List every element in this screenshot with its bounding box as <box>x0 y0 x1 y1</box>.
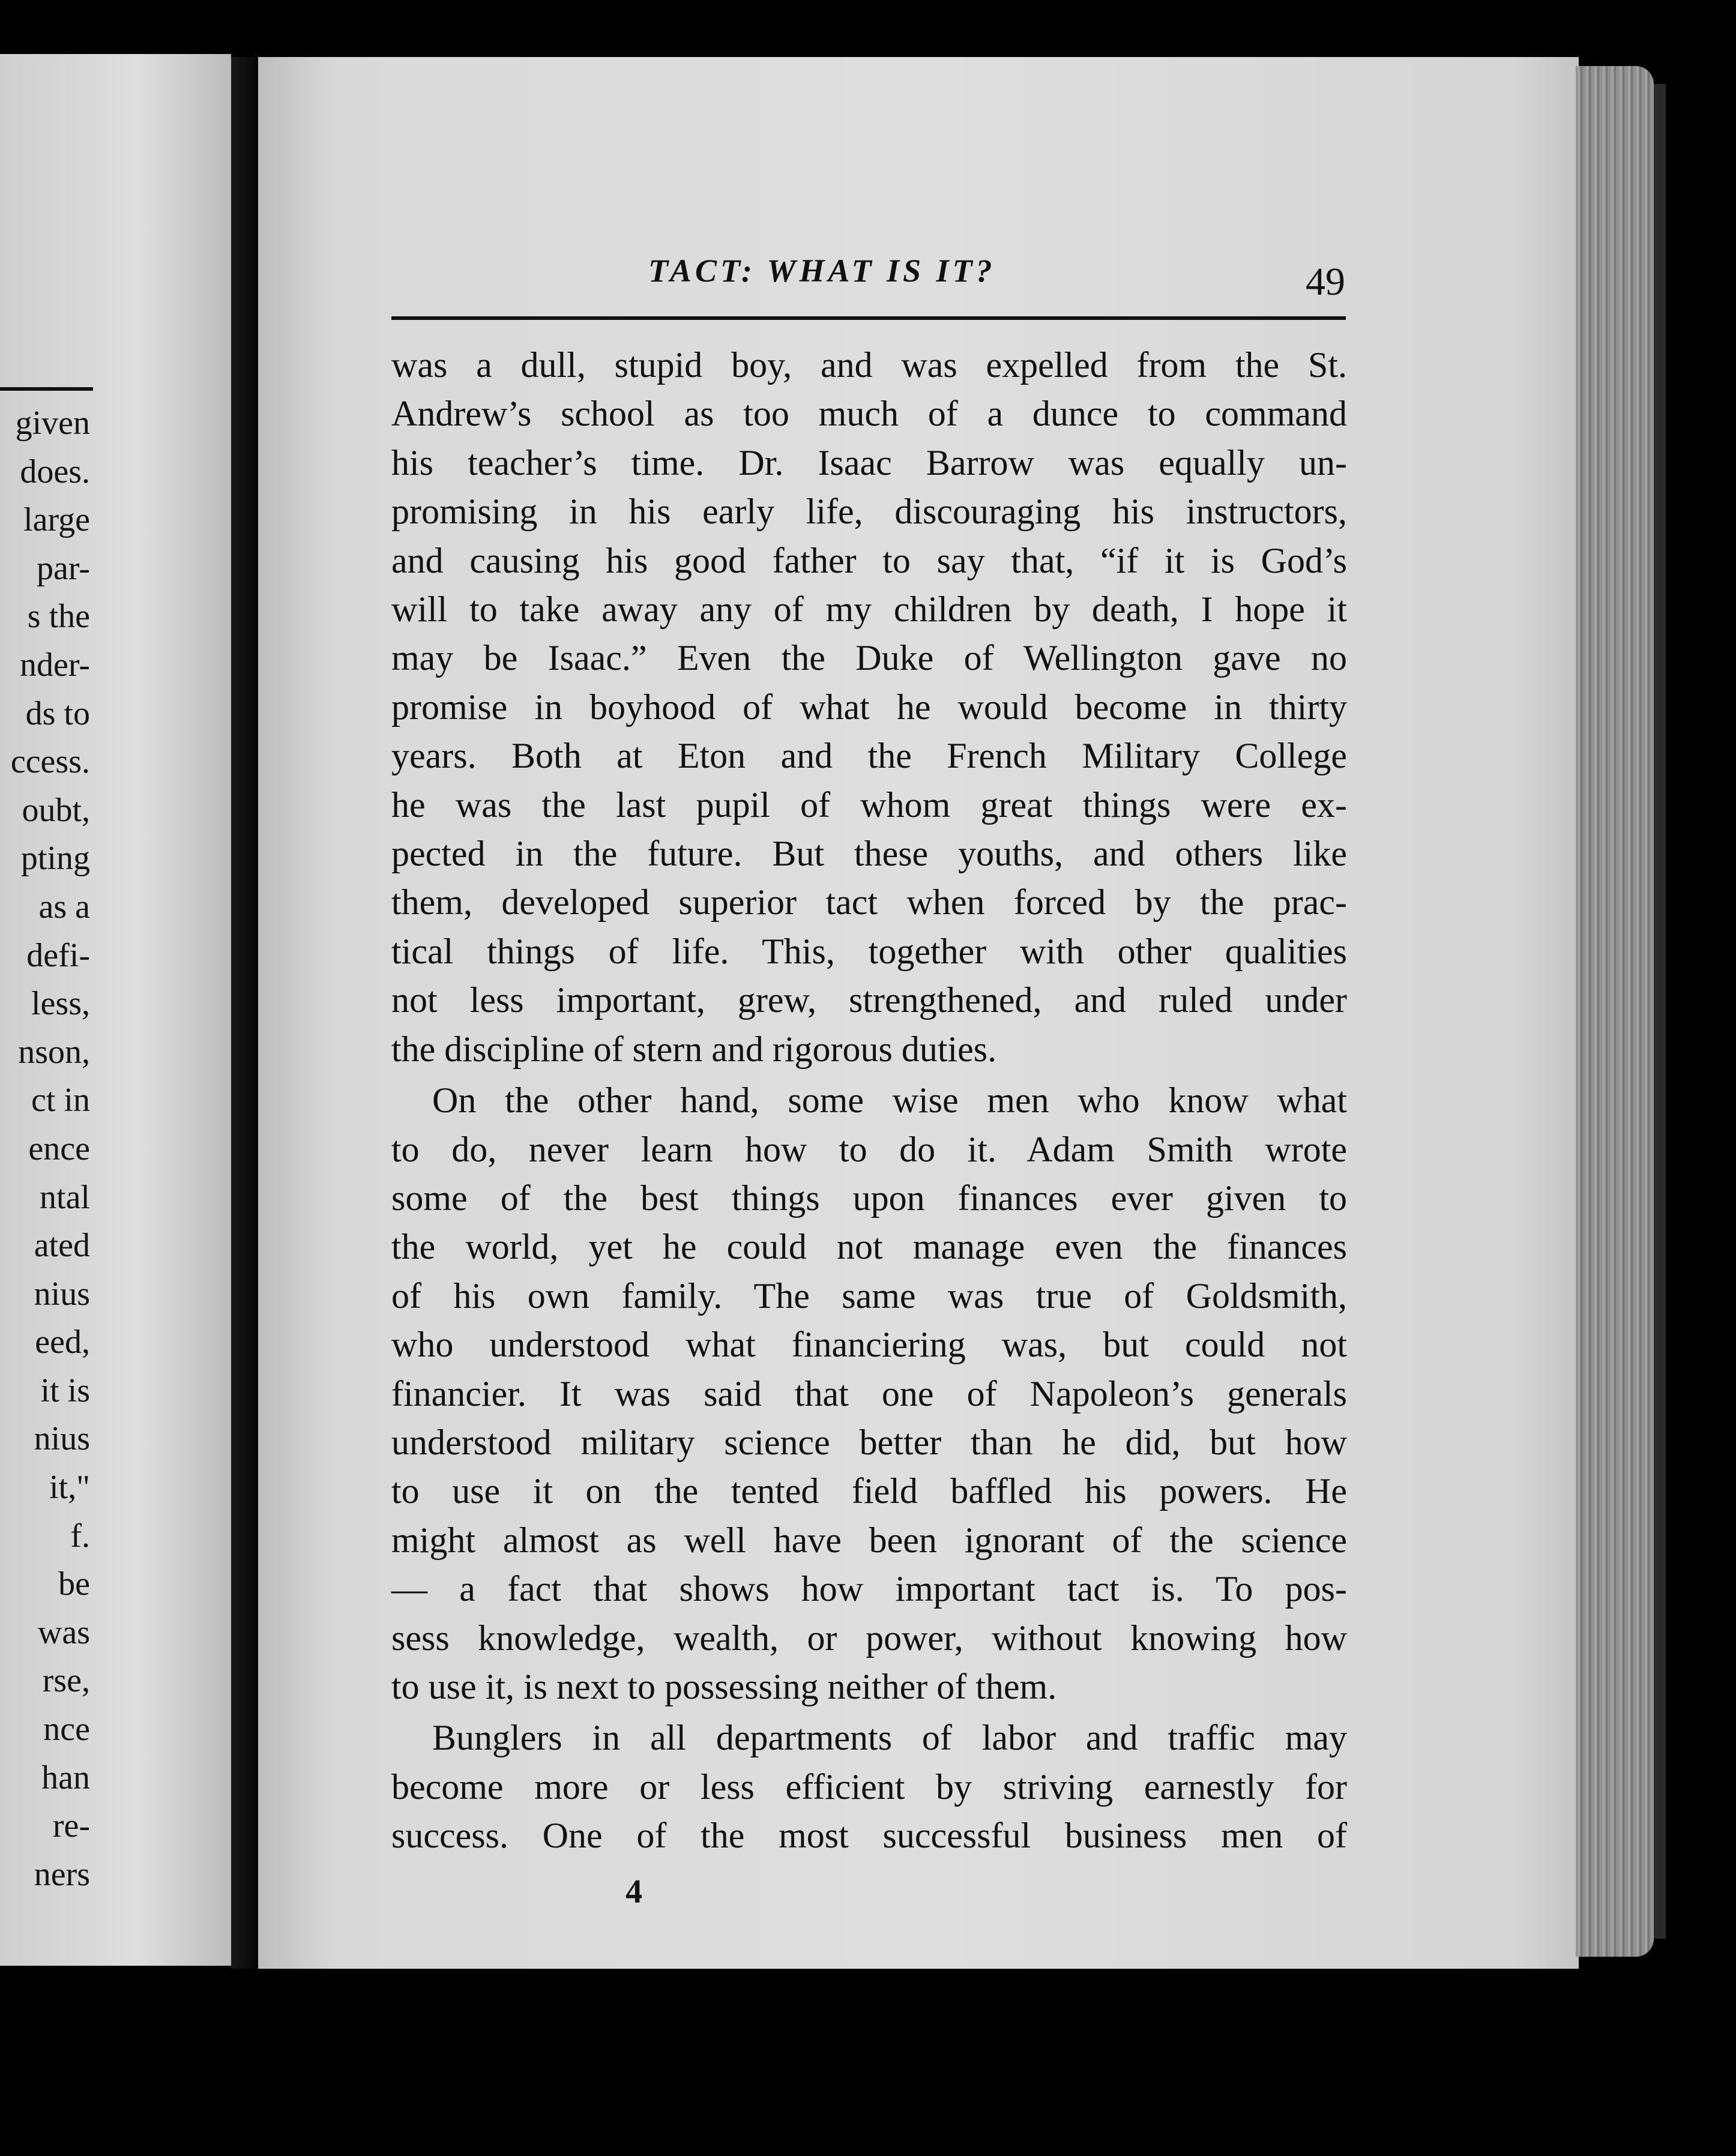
facing-page-line: par- <box>36 549 90 587</box>
text-line: some of the best things upon finances ever given to <box>391 1178 1347 1218</box>
facing-page-line: ds to <box>25 694 90 732</box>
text-line: sess knowledge, wealth, or power, without knowing how <box>391 1618 1347 1658</box>
text-line: to do, never learn how to do it. Adam Smith wrote <box>391 1129 1347 1169</box>
facing-page-line: ccess. <box>10 743 90 781</box>
text-line: tical things of life. This, together with other qualities <box>391 931 1347 971</box>
facing-page-line: f. <box>70 1517 90 1555</box>
text-line: pected in the future. But these youths, and others like <box>391 834 1347 874</box>
text-line: of his own family. The same was true of Goldsmith, <box>391 1275 1347 1316</box>
facing-page-line: re- <box>52 1807 90 1845</box>
facing-page-line: given <box>15 405 90 442</box>
facing-page-line: nius <box>34 1420 90 1458</box>
facing-page-line: ence <box>28 1130 90 1167</box>
facing-page-line: it," <box>49 1469 90 1507</box>
facing-page-line: ntal <box>40 1178 90 1216</box>
facing-page-line: be <box>58 1565 90 1603</box>
facing-page-line: nce <box>43 1711 90 1748</box>
facing-page-line: as a <box>38 888 90 926</box>
text-line: and causing his good father to say that, “if it is God’s <box>391 540 1347 580</box>
text-line: Bunglers in all departments of labor and traffic may <box>432 1718 1347 1758</box>
facing-page-line: nder- <box>19 646 90 684</box>
facing-page-line: s the <box>27 598 90 636</box>
running-head: TACT: WHAT IS IT? <box>648 253 996 289</box>
text-line: not less important, grew, strengthened, and ruled under <box>391 980 1347 1020</box>
text-line: may be Isaac.” Even the Duke of Wellington gave no <box>391 638 1347 678</box>
facing-page-line: it is <box>40 1372 90 1409</box>
facing-page-line: nson, <box>18 1033 90 1071</box>
facing-page-line: eed, <box>35 1323 90 1361</box>
text-line: — a fact that shows how important tact is. To pos- <box>391 1569 1347 1609</box>
facing-page-line: han <box>41 1759 90 1796</box>
text-line: he was the last pupil of whom great things were ex- <box>391 784 1347 825</box>
header-rule <box>391 316 1346 320</box>
text-line: financier. It was said that one of Napoleon’s generals <box>391 1373 1347 1414</box>
facing-page-line: pting <box>20 840 90 878</box>
text-line: become more or less efficient by striving earnestly for <box>391 1766 1347 1807</box>
facing-page-line: oubt, <box>22 791 90 829</box>
text-line: understood military science better than he did, but how <box>391 1422 1347 1462</box>
facing-page-line: was <box>37 1613 90 1651</box>
facing-page-line: ct in <box>31 1082 90 1119</box>
text-line: the discipline of stern and rigorous duties. <box>391 1029 997 1069</box>
facing-page-line: less, <box>31 985 90 1023</box>
facing-page-line: large <box>23 501 90 539</box>
text-line: who understood what financiering was, but could not <box>391 1325 1347 1365</box>
signature-mark: 4 <box>625 1873 642 1911</box>
text-line: promising in his early life, discouraging his instructors, <box>391 492 1347 532</box>
text-line: success. One of the most successful business men of <box>391 1816 1347 1856</box>
text-line: them, developed superior tact when forced by the prac- <box>391 882 1347 923</box>
text-line: the world, yet he could not manage even the finances <box>391 1227 1347 1267</box>
facing-page-line: ated <box>34 1227 90 1265</box>
facing-page-left <box>0 54 231 1966</box>
text-line: On the other hand, some wise men who know what <box>432 1080 1347 1121</box>
text-line: to use it on the tented field baffled his powers. He <box>391 1471 1347 1511</box>
facing-page-line: nius <box>34 1275 90 1313</box>
page-edges <box>1576 66 1654 1957</box>
text-line: Andrew’s school as too much of a dunce to command <box>391 394 1347 434</box>
facing-page-rule <box>0 387 93 391</box>
facing-page-line: does. <box>20 453 90 490</box>
facing-page-text <box>11 399 90 1899</box>
facing-page-line: rse, <box>42 1662 90 1700</box>
text-line: was a dull, stupid boy, and was expelled from the St. <box>391 345 1347 385</box>
text-line: promise in boyhood of what he would become in thirty <box>391 687 1347 727</box>
text-line: might almost as well have been ignorant of the science <box>391 1520 1347 1560</box>
facing-page-line: ners <box>34 1855 90 1893</box>
text-line: will to take away any of my children by death, I hope it <box>391 589 1347 630</box>
text-line: his teacher’s time. Dr. Isaac Barrow was equally un- <box>391 442 1347 483</box>
text-line: to use it, is next to possessing neither of them. <box>391 1666 1057 1706</box>
body-text <box>391 341 1347 1861</box>
text-line: years. Both at Eton and the French Military College <box>391 736 1347 776</box>
page-number: 49 <box>1306 260 1345 304</box>
book-gutter <box>231 57 258 1969</box>
cover-edge <box>1654 84 1666 1939</box>
facing-page-line: defi- <box>26 936 90 974</box>
